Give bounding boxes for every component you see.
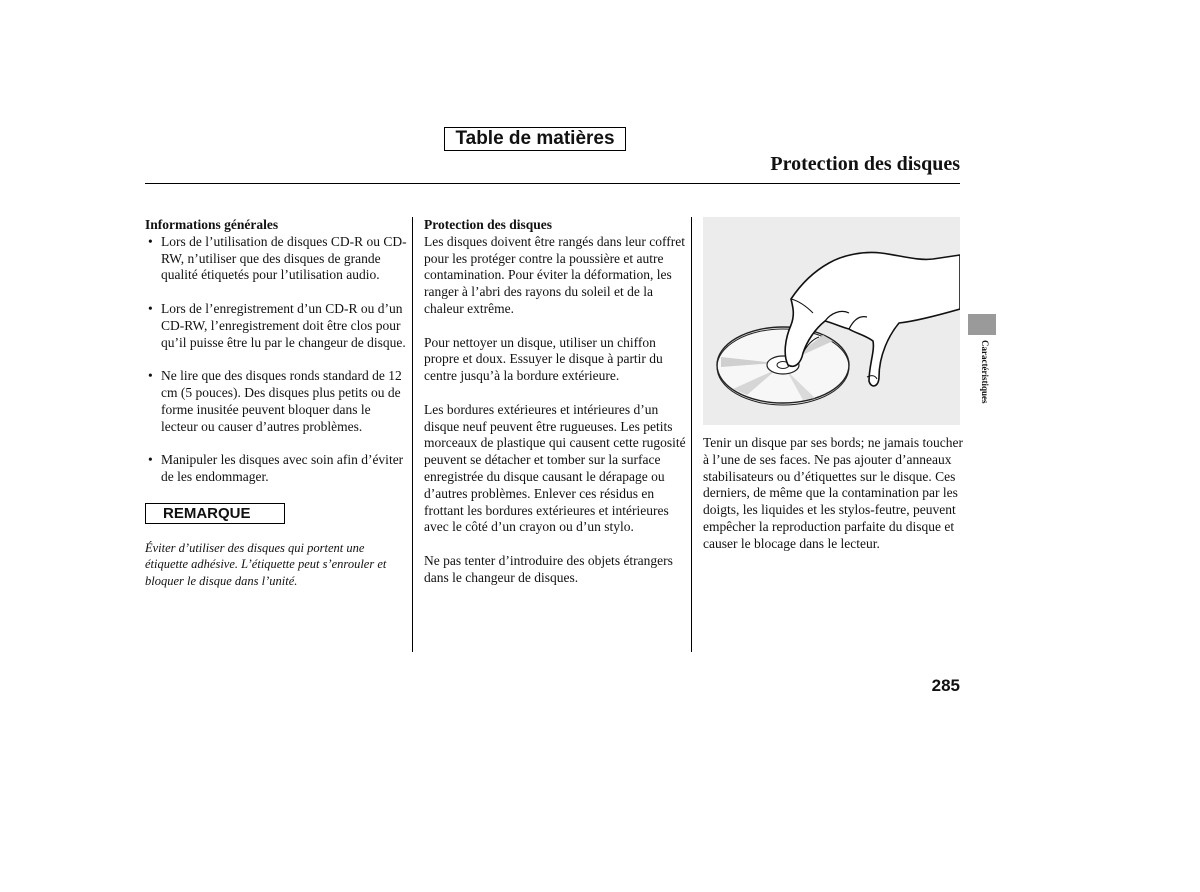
bullet-icon: • [148, 300, 153, 316]
paragraph: Pour nettoyer un disque, utiliser un chiffon propre et doux. Essuyer le disque à partir du centre jusqu’à la bordure extérieure. [424, 334, 663, 384]
header-divider [145, 183, 960, 184]
paragraph: Les disques doivent être rangés dans leur coffret pour les protéger contre la poussière et autre contamination. Pour éviter la déformation, les ranger à l’abri des rayons du soleil et de la chaleur extrême. [424, 233, 686, 316]
list-item-text: Lors de l’utilisation de disques CD-R ou CD-RW, n’utiliser que des disques de grande qualité étiquetés pour l’utilisation audio. [161, 233, 407, 283]
table-of-contents-button[interactable]: Table de matières [444, 127, 626, 151]
section-tab-marker [968, 314, 996, 335]
paragraph: Ne pas tenter d’introduire des objets étrangers dans le changeur de disques. [424, 552, 673, 585]
bullet-icon: • [148, 233, 153, 249]
page-title: Protection des disques [770, 153, 960, 175]
page-number: 285 [931, 676, 960, 695]
list-item [145, 368, 407, 435]
section-heading-general: Informations générales [145, 217, 279, 232]
list-item [145, 234, 407, 284]
paragraph: Les bordures extérieures et intérieures d’un disque neuf peuvent être rugueuses. Les petits morceaux de plastique qui causent cette rugosité peuvent se détacher et tomber sur la surface enregistrée du disque causant le dérapage ou d’autres problèmes. Enlever ces résidus en frottant les bordures extérieures et intérieures avec le côté d’un crayon ou d’un stylo. [424, 401, 686, 535]
section-heading-protection: Protection des disques [424, 217, 553, 232]
general-info-list [145, 234, 407, 486]
list-item [145, 301, 407, 351]
section-tab-label: Caractéristiques [980, 340, 990, 404]
list-item-text: Manipuler les disques avec soin afin d’éviter de les endommager. [161, 452, 404, 484]
general-info-column [145, 217, 407, 590]
bullet-icon: • [148, 368, 153, 384]
column-divider-2 [691, 217, 692, 652]
bullet-icon: • [148, 452, 153, 468]
note-text: Éviter d’utiliser des disques qui portent une étiquette adhésive. L’étiquette peut s’enrouler et bloquer le disque dans l’unité. [145, 540, 387, 589]
column-divider-1 [412, 217, 413, 652]
note-label-box: REMARQUE [145, 503, 285, 524]
figure-caption: Tenir un disque par ses bords; ne jamais toucher à l’une de ses faces. Ne pas ajouter d’anneaux stabilisateurs ou d’étiquettes sur le disque. Ces derniers, de même que la contamination par les doigts, les liquides et les stylos-feutre, peuvent empêcher la reproduction parfaite du disque et causer le blocage dans le lecteur. [703, 435, 963, 551]
list-item-text: Lors de l’enregistrement d’un CD-R ou d’un CD-RW, l’enregistrement doit être clos pour qu’il puisse être lu par le changeur de disque. [161, 300, 406, 350]
list-item [145, 452, 407, 486]
list-item-text: Ne lire que des disques ronds standard de 12 cm (5 pouces). Des disques plus petits ou de forme inusitée peuvent bloquer dans le lecteur ou causer d’autres problèmes. [161, 368, 402, 434]
disc-protection-column [424, 217, 686, 603]
hand-holding-disc-icon [703, 217, 960, 425]
